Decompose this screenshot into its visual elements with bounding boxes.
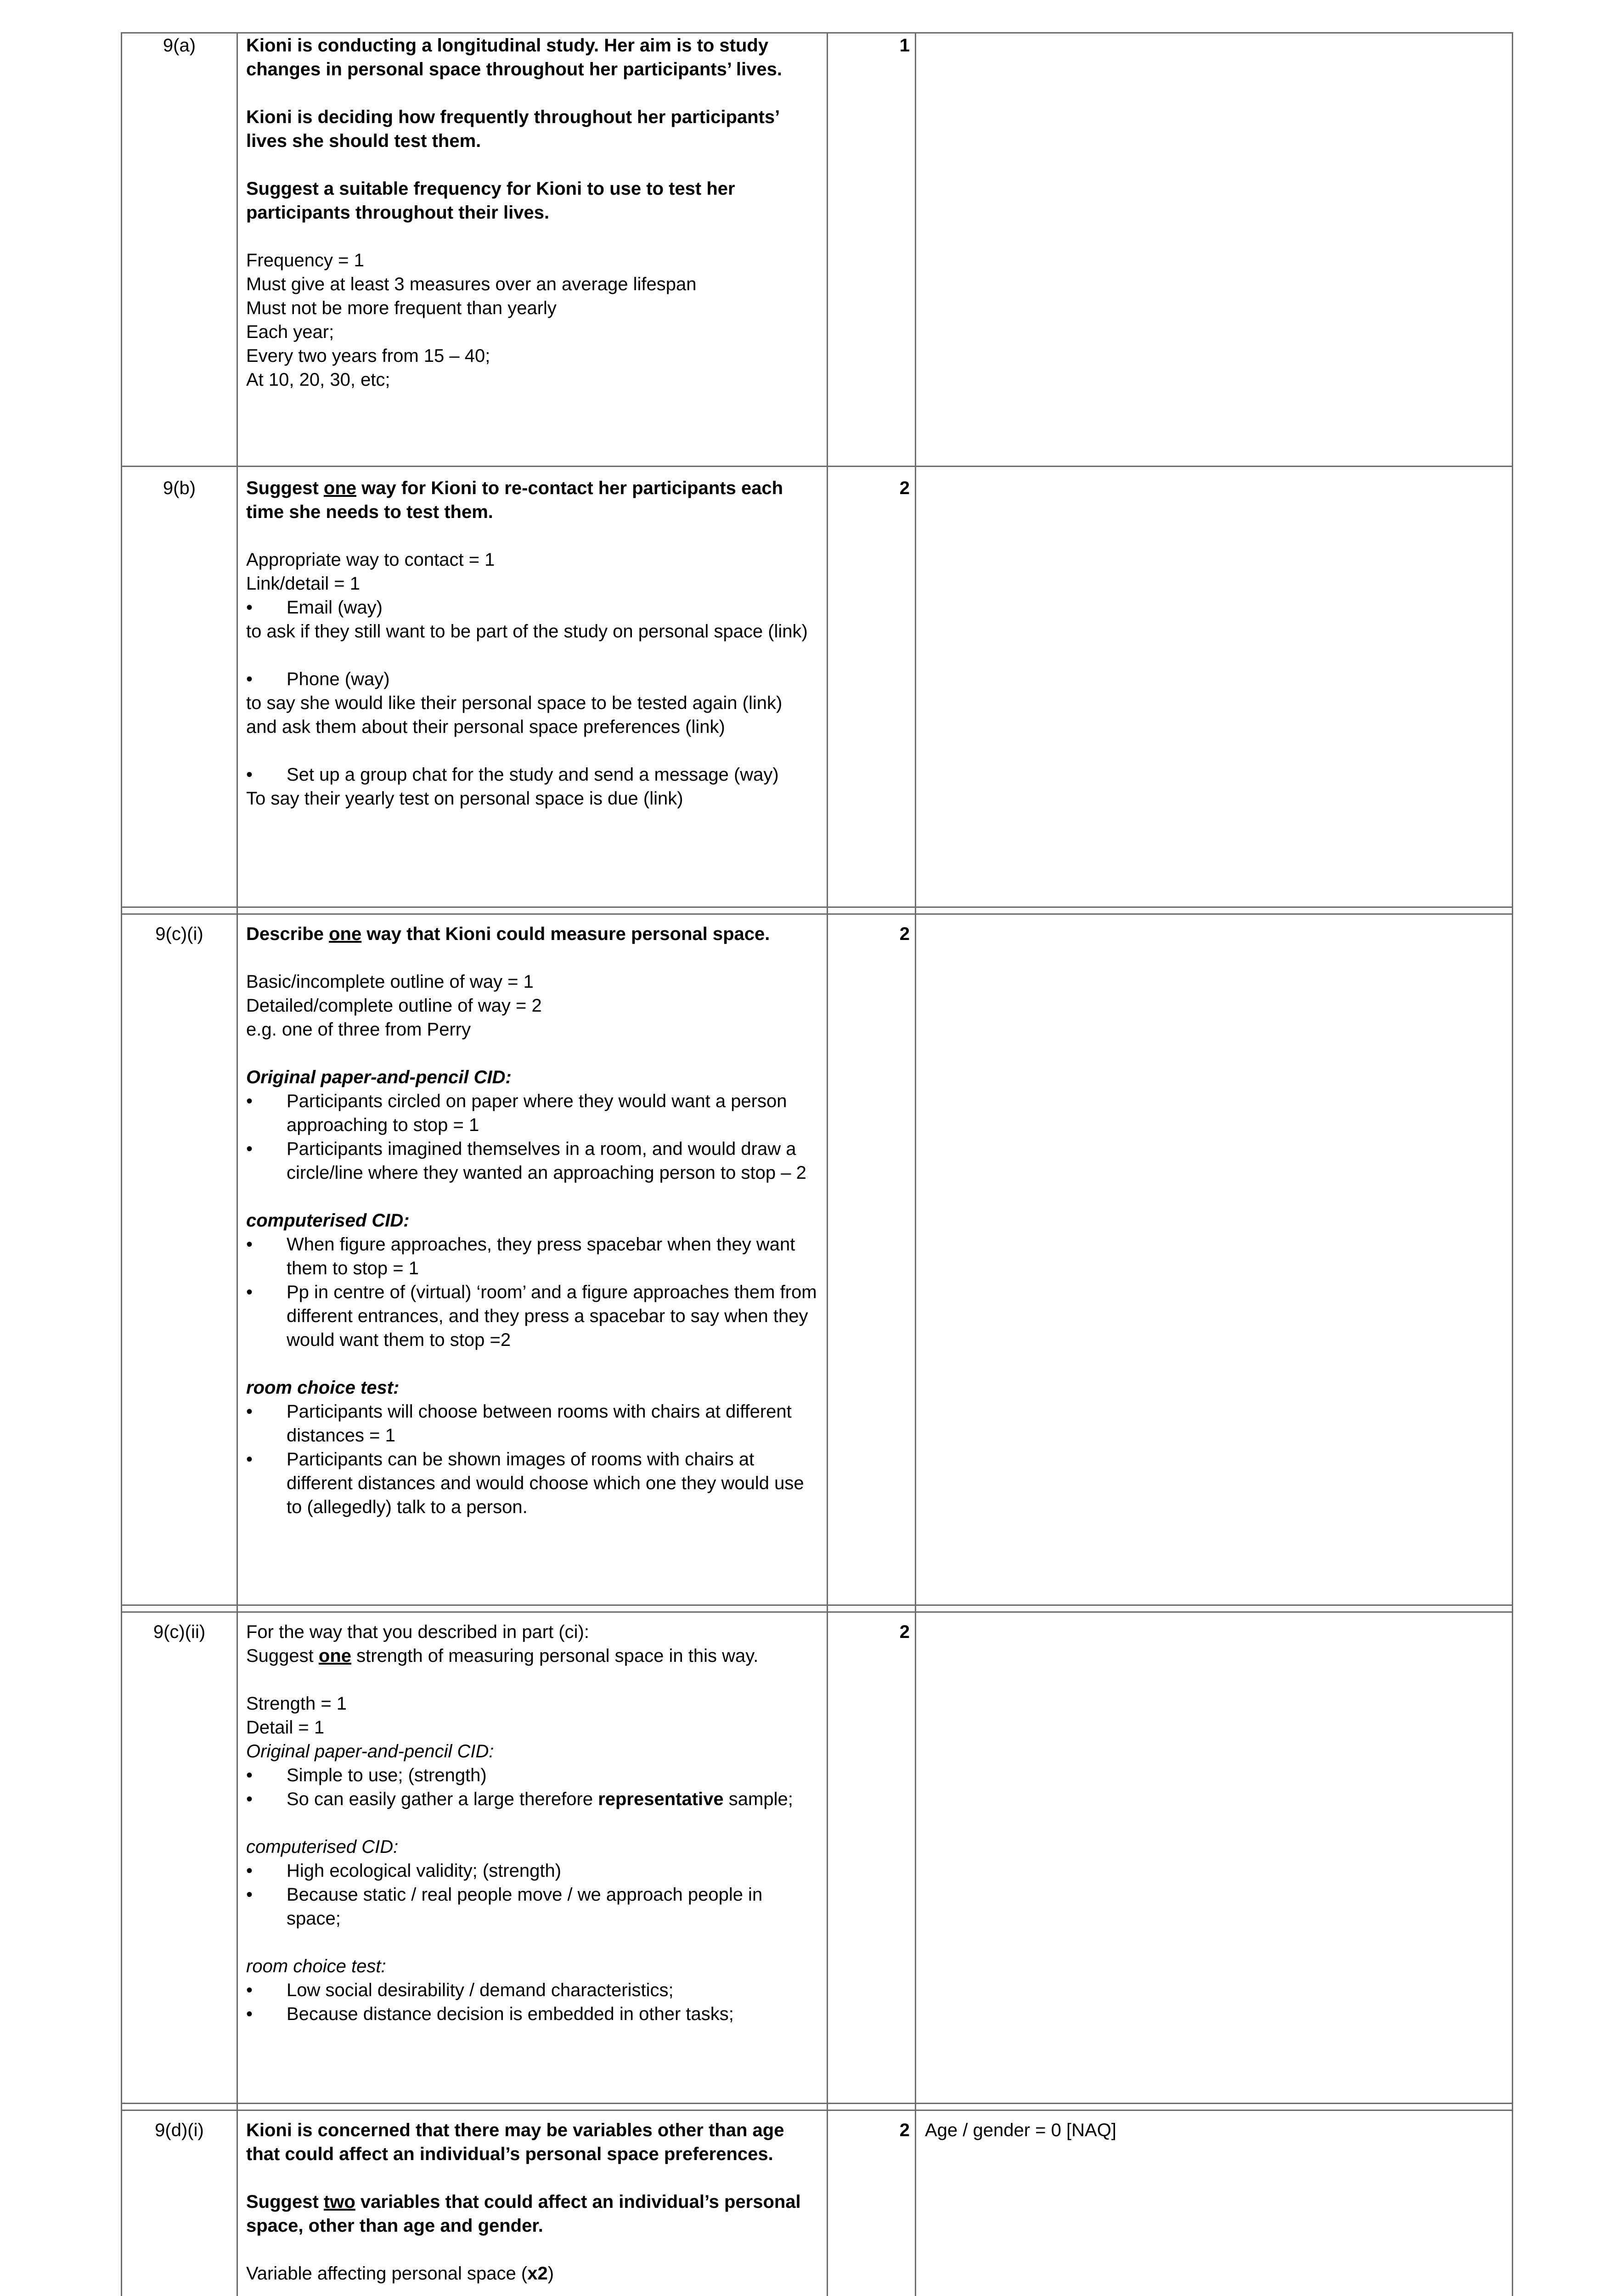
question-number: 9(b) — [163, 478, 196, 498]
spacer — [246, 946, 820, 970]
bullet-item: • Pp in centre of (virtual) ‘room’ and a figure approaches them from different entrances, and they press a spacebar to say when they would want them to stop =2 — [246, 1280, 820, 1352]
question-text — [246, 2190, 820, 2238]
subheading: computerised CID: — [246, 1837, 399, 1857]
bullet-item: • High ecological validity; (strength) — [246, 1859, 820, 1883]
spacer — [246, 739, 820, 763]
spacer — [246, 1041, 820, 1065]
question-number: 9(c)(ii) — [153, 1622, 206, 1642]
question-number: 9(d)(i) — [155, 2120, 204, 2140]
subheading: Original paper-and-pencil CID: — [246, 1067, 512, 1087]
answer-line: e.g. one of three from Perry — [246, 1019, 471, 1040]
answer-line: Frequency = 1 — [246, 250, 364, 270]
text-span: one — [318, 1646, 352, 1666]
answer-line — [246, 1644, 820, 1668]
marks-value: 2 — [899, 1622, 910, 1642]
answer-line: To say their yearly test on personal space is due (link) — [246, 788, 683, 809]
answer-line: Appropriate way to contact = 1 — [246, 550, 495, 570]
bullet-item: • Low social desirability / demand characteristics; — [246, 1978, 820, 2002]
table-row — [122, 906, 1512, 1604]
spacer — [246, 1811, 820, 1835]
text-span: Describe — [246, 924, 329, 944]
spacer — [246, 524, 820, 548]
text-span: So can easily gather a large therefore — [287, 1789, 598, 1809]
text-span: Variable affecting personal space ( — [246, 2263, 528, 2284]
question-text — [246, 922, 820, 946]
marks-value: 2 — [899, 924, 910, 944]
text-span: way that Kioni could measure personal space. — [361, 924, 770, 944]
answer-line: to ask if they still want to be part of the study on personal space (link) — [246, 621, 808, 642]
text-span: representative — [598, 1789, 724, 1809]
answer-line: Must not be more frequent than yearly — [246, 298, 557, 318]
spacer — [246, 2166, 820, 2190]
spacer — [246, 2285, 820, 2296]
answer-content — [246, 476, 820, 810]
bullet-item: • Simple to use; (strength) — [246, 1763, 820, 1787]
question-text: Suggest a suitable frequency for Kioni to use to test her participants throughout their lives. — [246, 179, 735, 223]
text-span: strength of measuring personal space in this way. — [351, 1646, 759, 1666]
marks-value: 1 — [899, 35, 910, 56]
question-number: 9(c)(i) — [155, 924, 203, 944]
spacer — [246, 153, 820, 177]
table-row — [122, 32, 1512, 466]
bullet-item — [246, 1787, 820, 1811]
answer-content — [246, 922, 820, 1519]
marks-value: 2 — [899, 2120, 910, 2140]
spacer — [246, 1352, 820, 1376]
text-span: one — [323, 478, 357, 498]
bullet-item: • Phone (way) — [246, 667, 820, 691]
answer-content — [246, 2118, 820, 2296]
text-span: way for Kioni to re-contact her participants each time she needs to test them. — [246, 478, 783, 522]
answer-line: Must give at least 3 measures over an average lifespan — [246, 274, 697, 294]
bullet-item: • Participants will choose between rooms with chairs at different distances = 1 — [246, 1400, 820, 1447]
bullet-item: • When figure approaches, they press spacebar when they want them to stop = 1 — [246, 1232, 820, 1280]
text-span: sample; — [723, 1789, 793, 1809]
text-span: Suggest — [246, 1646, 319, 1666]
subheading: room choice test: — [246, 1378, 400, 1398]
spacer — [246, 81, 820, 105]
spacer — [246, 2238, 820, 2262]
spacer — [246, 225, 820, 248]
answer-content — [246, 34, 820, 392]
marks-value: 2 — [899, 478, 910, 498]
table-row — [122, 2103, 1512, 2296]
text-span: variables that could affect an individual’s personal space, other than age and gender. — [246, 2192, 801, 2236]
answer-line: Strength = 1 — [246, 1694, 347, 1714]
subheading: computerised CID: — [246, 1210, 410, 1231]
spacer — [246, 643, 820, 667]
question-text: Kioni is deciding how frequently throughout her participants’ lives she should test them. — [246, 107, 779, 151]
bullet-item: • Participants imagined themselves in a room, and would draw a circle/line where they wanted an approaching person to stop – 2 — [246, 1137, 820, 1185]
text-span: one — [329, 924, 362, 944]
spacer — [246, 1668, 820, 1692]
answer-line — [246, 2262, 820, 2285]
text-span: two — [323, 2192, 355, 2212]
guidance-text: Age / gender = 0 [NAQ] — [925, 2120, 1116, 2140]
spacer — [246, 1930, 820, 1954]
answer-line: and ask them about their personal space preferences (link) — [246, 717, 725, 737]
question-number: 9(a) — [163, 35, 196, 56]
spacer — [246, 1185, 820, 1209]
bullet-item: • Participants circled on paper where they would want a person approaching to stop = 1 — [246, 1089, 820, 1137]
mark-scheme-table — [121, 32, 1513, 2296]
table-row — [122, 1604, 1512, 2103]
answer-line: to say she would like their personal space to be tested again (link) — [246, 693, 783, 713]
answer-content — [246, 1620, 820, 2026]
answer-line: Basic/incomplete outline of way = 1 — [246, 972, 534, 992]
answer-line: Each year; — [246, 322, 334, 342]
answer-line: Every two years from 15 – 40; — [246, 346, 490, 366]
answer-line: Link/detail = 1 — [246, 574, 360, 594]
bullet-item: • Participants can be shown images of rooms with chairs at different distances and would choose which one they would use to (allegedly) talk to a person. — [246, 1447, 820, 1519]
text-span: ) — [547, 2263, 554, 2284]
text-span: Suggest — [246, 2192, 324, 2212]
bullet-item: • Email (way) — [246, 596, 820, 619]
table-row — [122, 466, 1512, 906]
subheading: Original paper-and-pencil CID: — [246, 1741, 494, 1761]
question-text — [246, 476, 820, 524]
bullet-item: • Because distance decision is embedded in other tasks; — [246, 2002, 820, 2026]
bullet-item: • Because static / real people move / we approach people in space; — [246, 1883, 820, 1930]
answer-line: Detailed/complete outline of way = 2 — [246, 996, 542, 1016]
text-span: Suggest — [246, 478, 324, 498]
question-text: Kioni is concerned that there may be variables other than age that could affect an individual’s personal space preferences. — [246, 2120, 784, 2164]
question-text: Kioni is conducting a longitudinal study. Her aim is to study changes in personal space throughout her participants’ lives. — [246, 35, 782, 79]
subheading: room choice test: — [246, 1956, 386, 1976]
bullet-item: • Set up a group chat for the study and send a message (way) — [246, 763, 820, 787]
text-span: x2 — [527, 2263, 548, 2284]
answer-line: For the way that you described in part (ci): — [246, 1622, 589, 1642]
answer-line: At 10, 20, 30, etc; — [246, 370, 390, 390]
answer-line: Detail = 1 — [246, 1717, 325, 1738]
